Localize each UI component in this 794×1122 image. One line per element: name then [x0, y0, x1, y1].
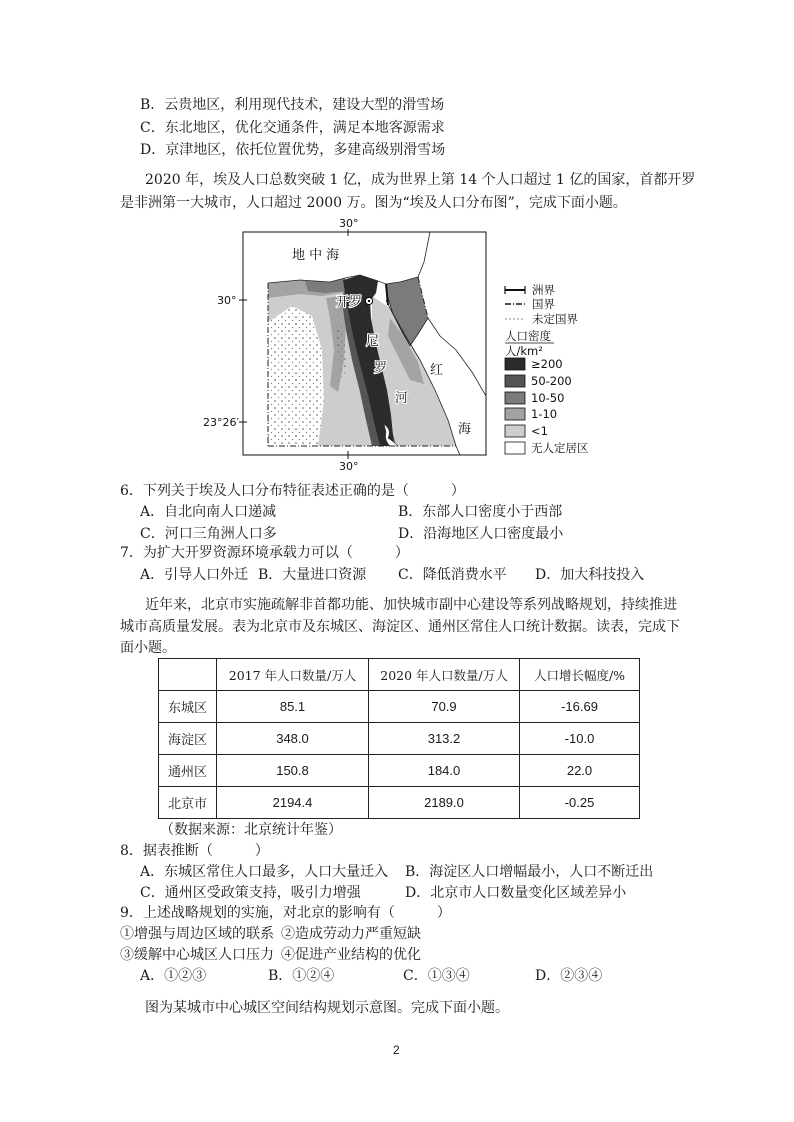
legend-density-title: 人口密度	[505, 329, 551, 343]
bottom-longitude-label: 30°	[339, 460, 359, 473]
legend-swatch-uninhabited	[505, 442, 525, 454]
table-cell-growth: -0.25	[520, 787, 640, 819]
q9-statement-3: ③缓解中心城区人口压力	[120, 947, 274, 963]
q9-statement-1: ①增强与周边区域的联系	[120, 926, 274, 942]
table-row	[159, 787, 640, 819]
q9-option-d: D．②③④	[535, 968, 603, 984]
page-number: 2	[393, 1043, 400, 1057]
legend-swatch-50-200	[505, 375, 525, 387]
q8-stem: 8．据表推断（ ）	[120, 843, 269, 859]
tropic-latitude-label: 23°26′	[203, 416, 239, 429]
beijing-intro-line-3: 面小题。	[120, 640, 176, 656]
left-latitude-label: 30°	[217, 294, 237, 307]
q6-option-a: A．自北向南人口递减	[140, 504, 277, 520]
q7-option-a: A．引导人口外迁	[140, 567, 249, 583]
legend-undetermined-boundary-label: 未定国界	[532, 312, 578, 326]
legend-swatch-10-50	[505, 392, 525, 404]
table-header-row	[159, 659, 640, 691]
q8-option-c: C．通州区受政策支持，吸引力增强	[140, 885, 361, 901]
legend-swatch-1-10	[505, 408, 525, 420]
mediterranean-label: 地 中 海	[292, 248, 340, 263]
table-cell-pop-2017: 348.0	[217, 723, 369, 755]
q9-option-b: B．①②④	[268, 968, 335, 984]
legend-swatch-over-200	[505, 358, 525, 370]
q8-option-a: A．东城区常住人口最多，人口大量迁入	[140, 864, 389, 880]
nile-label-3: 河	[395, 391, 409, 406]
beijing-intro-line-2: 城市高质量发展。表为北京市及东城区、海淀区、通州区常住人口统计数据。读表，完成下	[120, 619, 680, 635]
population-table	[158, 658, 640, 819]
table-cell-growth: 22.0	[520, 755, 640, 787]
nile-label-1: 尼	[366, 334, 380, 349]
q7-option-d: D．加大科技投入	[535, 567, 645, 583]
egypt-intro-line-2: 是非洲第一大城市，人口超过 2000 万。图为“埃及人口分布图”，完成下面小题。	[120, 195, 627, 211]
q9-statement-2: ②造成劳动力严重短缺	[281, 926, 421, 942]
table-header-corner	[159, 659, 217, 691]
table-cell-district: 北京市	[159, 787, 217, 819]
beijing-intro-line-1: 近年来，北京市实施疏解非首都功能、加快城市副中心建设等系列战略规划，持续推进	[145, 597, 677, 613]
table-header-pop-2020: 2020 年人口数量/万人	[369, 659, 520, 691]
legend-national-boundary-label: 国界	[532, 297, 555, 311]
table-row	[159, 755, 640, 787]
q9-statement-4: ④促进产业结构的优化	[281, 947, 421, 963]
map-legend	[505, 283, 589, 455]
prev-option-c: C．东北地区，优化交通条件，满足本地客源需求	[140, 120, 445, 136]
prev-option-d: D．京津地区，依托位置优势，多建高级别滑雪场	[140, 142, 446, 158]
q6-option-b: B．东部人口密度小于西部	[398, 504, 563, 520]
next-section-intro: 图为某城市中心城区空间结构规划示意图。完成下面小题。	[145, 1000, 509, 1016]
q7-option-b: B．大量进口资源	[258, 567, 367, 583]
q6-option-c: C．河口三角洲人口多	[140, 526, 277, 542]
table-row	[159, 723, 640, 755]
cairo-marker-dot	[368, 300, 370, 302]
table-cell-pop-2020: 184.0	[369, 755, 520, 787]
red-sea-label-1: 红	[430, 363, 444, 378]
q9-stem: 9．上述战略规划的实施，对北京的影响有（ ）	[120, 905, 451, 921]
table-header-growth: 人口增长幅度/%	[520, 659, 640, 691]
legend-swatch-under-1	[505, 425, 525, 437]
prev-option-b: B．云贵地区，利用现代技术，建设大型的滑雪场	[140, 97, 445, 113]
table-cell-district: 海淀区	[159, 723, 217, 755]
egypt-population-map	[195, 212, 605, 480]
q9-option-c: C．①③④	[403, 968, 470, 984]
red-sea-label-2: 海	[458, 422, 472, 437]
q9-option-a: A．①②③	[140, 968, 207, 984]
table-cell-pop-2017: 2194.4	[217, 787, 369, 819]
legend-label-1-10: 1-10	[531, 407, 558, 421]
table-cell-growth: -16.69	[520, 691, 640, 723]
q7-stem: 7．为扩大开罗资源环境承载力可以（ ）	[120, 545, 409, 561]
legend-label-50-200: 50-200	[531, 374, 572, 388]
table-cell-pop-2020: 313.2	[369, 723, 520, 755]
legend-density-unit: 人/km²	[505, 344, 543, 358]
table-header-pop-2017: 2017 年人口数量/万人	[217, 659, 369, 691]
q8-option-b: B．海淀区人口增幅最小，人口不断迁出	[405, 864, 654, 880]
table-row	[159, 691, 640, 723]
table-cell-growth: -10.0	[520, 723, 640, 755]
legend-label-over-200: ≥200	[531, 357, 563, 371]
q6-option-d: D．沿海地区人口密度最小	[398, 526, 564, 542]
legend-continental-boundary-label: 洲界	[532, 283, 555, 297]
legend-label-under-1: <1	[531, 424, 548, 438]
table-cell-pop-2020: 2189.0	[369, 787, 520, 819]
legend-label-uninhabited: 无人定居区	[531, 441, 589, 455]
table-cell-pop-2017: 150.8	[217, 755, 369, 787]
legend-label-10-50: 10-50	[531, 391, 565, 405]
q7-option-c: C．降低消费水平	[398, 567, 507, 583]
table-cell-pop-2017: 85.1	[217, 691, 369, 723]
q8-option-d: D．北京市人口数量变化区域差异小	[405, 885, 627, 901]
table-cell-pop-2020: 70.9	[369, 691, 520, 723]
cairo-label: 开罗	[336, 295, 363, 310]
top-longitude-label: 30°	[339, 217, 359, 230]
q6-stem: 6．下列关于埃及人口分布特征表述正确的是（ ）	[120, 483, 465, 499]
egypt-intro-line-1: 2020 年，埃及人口总数突破 1 亿，成为世界上第 14 个人口超过 1 亿的国家，首都开罗	[145, 172, 696, 188]
table-cell-district: 通州区	[159, 755, 217, 787]
table-source-caption: （数据来源：北京统计年鉴）	[160, 822, 342, 838]
nile-label-2: 罗	[374, 361, 388, 376]
table-cell-district: 东城区	[159, 691, 217, 723]
